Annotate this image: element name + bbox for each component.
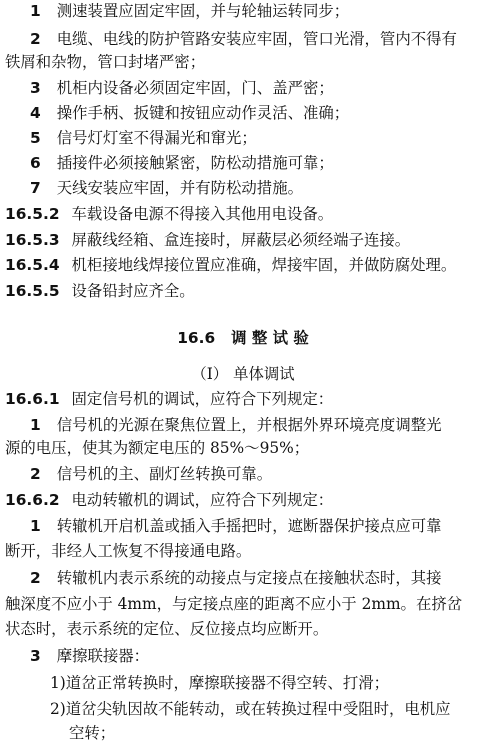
item-text: 断开，非经人工恢复不得接通电路。 — [5, 542, 252, 560]
clause-number: 16.6.2 — [5, 491, 60, 509]
clause-number: 16.5.4 — [5, 256, 60, 274]
item-line — [30, 646, 486, 667]
item-number: 5 — [30, 129, 41, 147]
clause-text: 屏蔽线经箱、盒连接时，屏蔽层必须经端子连接。 — [71, 231, 411, 249]
clause-number: 16.5.5 — [5, 282, 60, 300]
item-text: 状态时，表示系统的定位、反位接点均应断开。 — [5, 620, 329, 638]
clause-number: 16.6.1 — [5, 390, 60, 408]
clause-text: 固定信号机的调试，应符合下列规定： — [71, 390, 334, 408]
item-text: 转辙机内表示系统的动接点与定接点在接触状态时，其接 — [56, 569, 442, 587]
clause-line — [5, 281, 486, 302]
sub-item-line — [50, 699, 486, 720]
item-text: 信号灯灯室不得漏光和窜光； — [56, 129, 257, 147]
item-text: 铁屑和杂物，管口封堵严密； — [5, 53, 206, 71]
item-text: 操作手柄、扳键和按钮应动作灵活、准确； — [56, 104, 350, 122]
item-number: 1 — [30, 2, 41, 20]
item-number: 2 — [30, 465, 41, 483]
item-line — [30, 464, 486, 485]
item-line — [30, 128, 486, 149]
clause-line — [5, 389, 486, 410]
item-line — [30, 103, 486, 124]
clause-text: 车载设备电源不得接入其他用电设备。 — [71, 205, 334, 223]
item-continuation — [5, 438, 486, 459]
item-continuation — [5, 594, 486, 615]
clause-line — [5, 204, 486, 225]
clause-text: 电动转辙机的调试，应符合下列规定： — [71, 491, 334, 509]
item-line — [30, 516, 486, 537]
item-number: 2 — [30, 30, 41, 48]
item-text: 电缆、电线的防护管路安装应牢固，管口光滑，管内不得有 — [56, 30, 457, 48]
item-number: 3 — [30, 647, 41, 665]
item-line — [30, 415, 486, 436]
item-text: 信号机的光源在聚焦位置上，并根据外界环境亮度调整光 — [56, 416, 442, 434]
item-number: 7 — [30, 179, 41, 197]
item-continuation — [5, 619, 486, 640]
item-text: 源的电压，使其为额定电压的 85%～95%； — [5, 439, 310, 457]
item-line — [30, 29, 486, 50]
item-number: 2 — [30, 569, 41, 587]
item-number: 4 — [30, 104, 41, 122]
item-number: 6 — [30, 154, 41, 172]
item-text: 测速装置应固定牢固，并与轮轴运转同步； — [56, 2, 350, 20]
item-text: 信号机的主、副灯丝转换可靠。 — [56, 465, 273, 483]
item-number: 1 — [30, 517, 41, 535]
sub-item-text: 2)道岔尖轨因故不能转动，或在转换过程中受阻时，电机应 — [50, 700, 451, 718]
item-line — [30, 178, 486, 199]
clause-line — [5, 255, 486, 276]
clause-number: 16.5.2 — [5, 205, 60, 223]
item-number: 1 — [30, 416, 41, 434]
clause-line — [5, 230, 486, 251]
item-continuation — [5, 541, 486, 562]
item-line — [30, 568, 486, 589]
subsection-heading: （Ⅰ） 单体调试 — [191, 365, 295, 383]
clause-line — [5, 490, 486, 511]
item-text: 触深度不应小于 4mm，与定接点座的距离不应小于 2mm。在挤岔 — [5, 595, 463, 613]
item-line — [30, 78, 486, 99]
clause-text: 设备铅封应齐全。 — [71, 282, 195, 300]
section-heading — [0, 327, 486, 349]
item-line — [30, 153, 486, 174]
section-title: 调 整 试 验 — [231, 329, 309, 347]
item-text: 摩擦联接器： — [56, 647, 150, 665]
item-text: 转辙机开启机盖或插入手摇把时，遮断器保护接点应可靠 — [56, 517, 442, 535]
sub-item-text: 1)道岔正常转换时，摩擦联接器不得空转、打滑； — [50, 674, 389, 692]
item-continuation — [5, 52, 486, 73]
item-text: 机柜内设备必须固定牢固，门、盖严密； — [56, 79, 334, 97]
section-number: 16.6 — [177, 329, 216, 347]
sub-item-continuation — [69, 723, 486, 744]
sub-item-text: 空转； — [69, 724, 116, 742]
item-text: 插接件必须接触紧密，防松动措施可靠； — [56, 154, 334, 172]
item-line — [30, 1, 486, 22]
item-text: 天线安装应牢固，并有防松动措施。 — [56, 179, 303, 197]
sub-item-line — [50, 673, 486, 694]
clause-text: 机柜接地线焊接位置应准确，焊接牢固，并做防腐处理。 — [71, 256, 457, 274]
clause-number: 16.5.3 — [5, 231, 60, 249]
item-number: 3 — [30, 79, 41, 97]
